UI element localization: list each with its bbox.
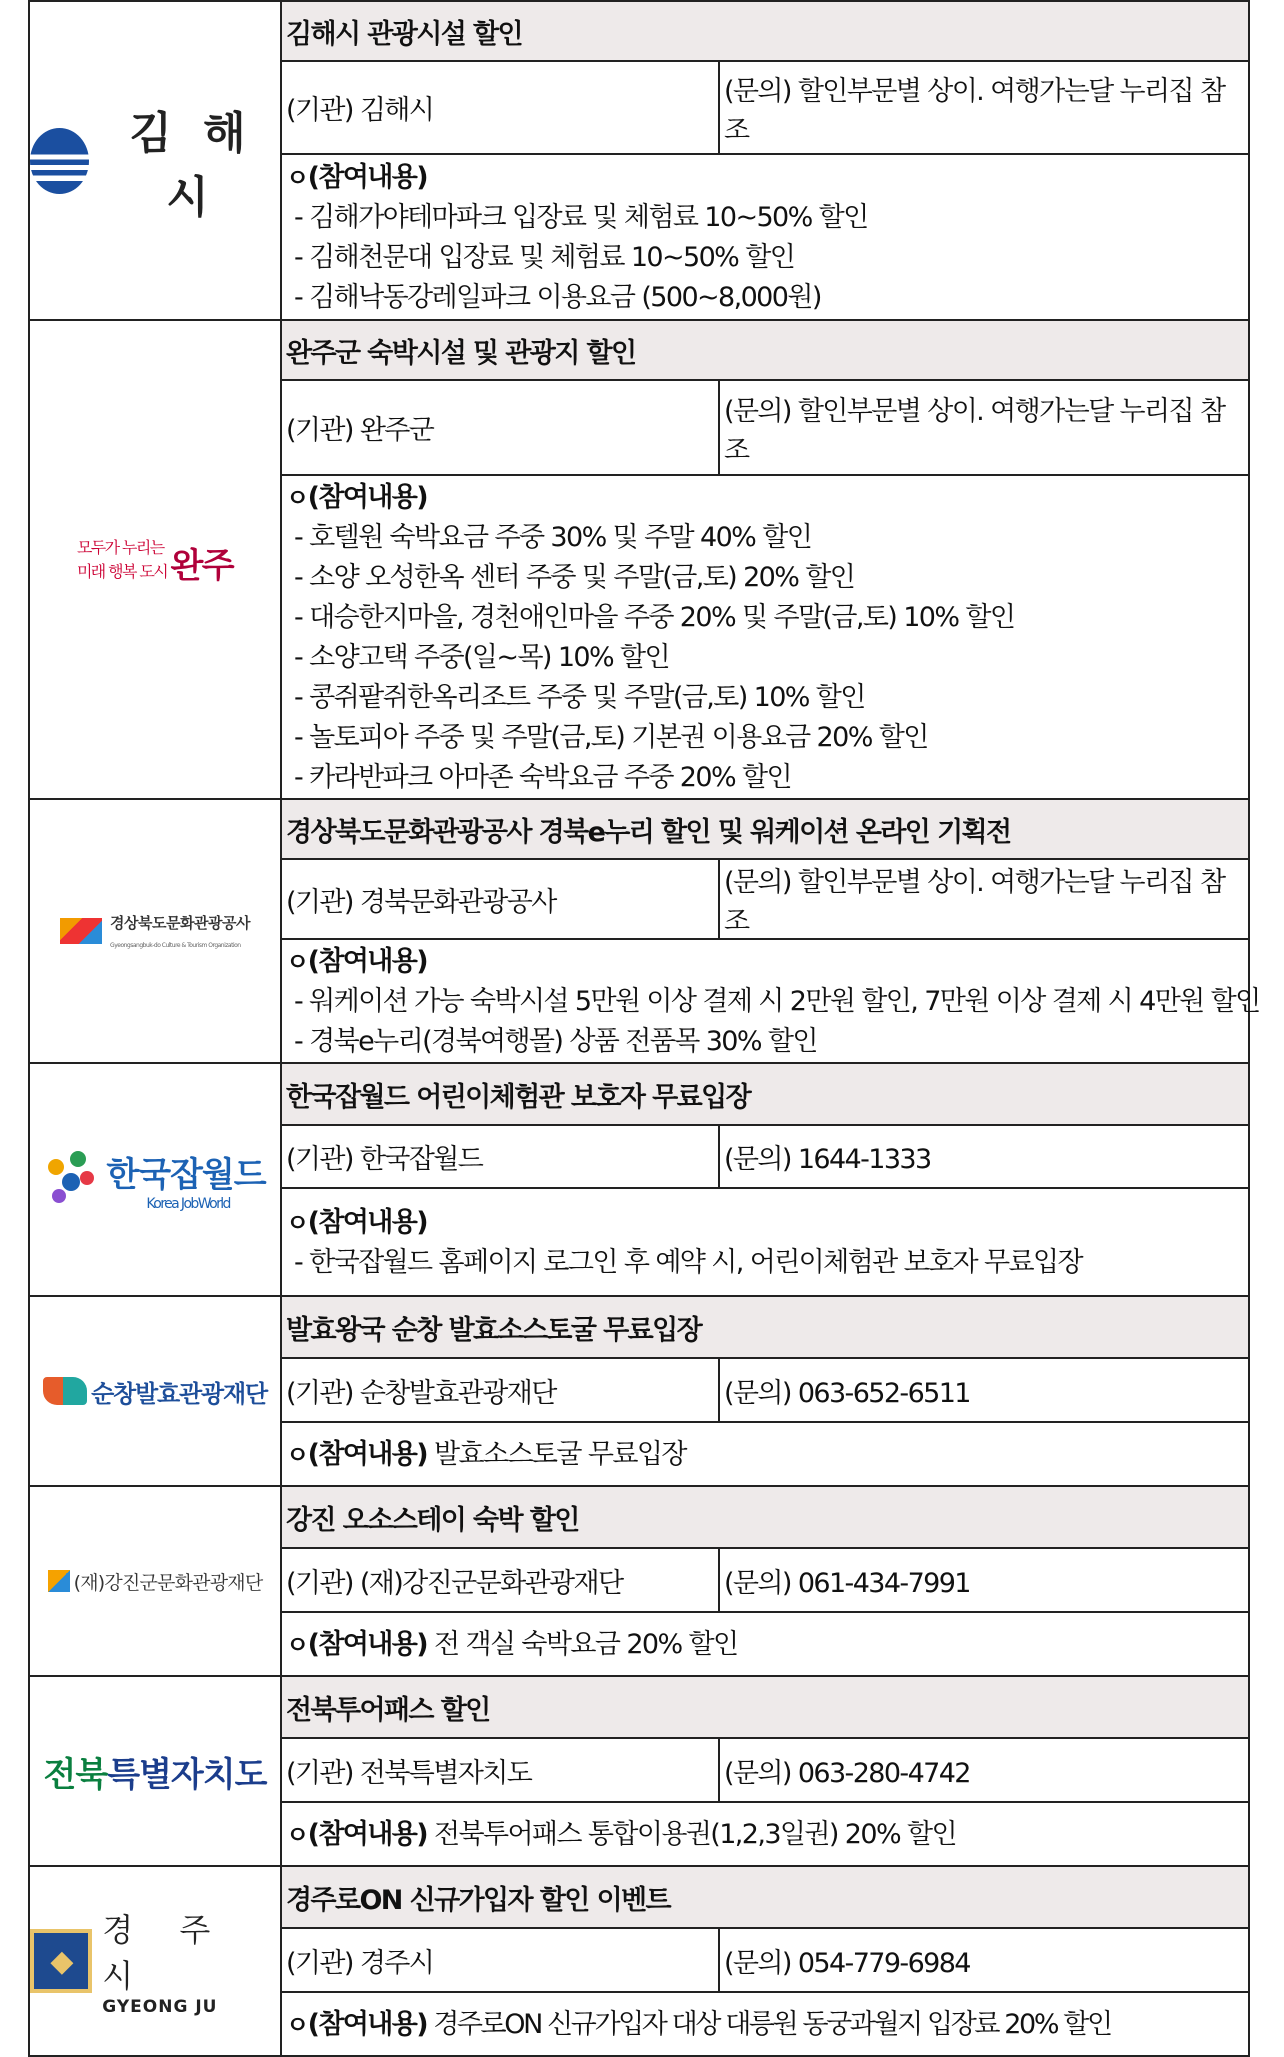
wanju-slogan-line1: 모두가 누리는 (76, 537, 164, 557)
content-cell: ㅇ(참여내용) - 김해가야테마파크 입장료 및 체험료 10~50% 할인 - 김해천문대 입장료 및 체험료 10~50% 할인 - 김해낙동강레일파크 이용요금 (500~8,000원) (281, 154, 1249, 320)
table-row (29, 1866, 1249, 1928)
inquiry-cell: (문의) 1644-1333 (719, 1125, 1249, 1188)
row-title: 김해시 관광시설 할인 (281, 1, 1249, 61)
org-cell: (기관) 순창발효관광재단 (281, 1358, 719, 1422)
content-label: (참여내용) (307, 1207, 428, 1238)
content-text: 전북투어패스 통합이용권(1,2,3일권) 20% 할인 (427, 1819, 956, 1850)
content-label: (참여내용) (307, 2009, 428, 2040)
gyeongju-emblem-icon: ◆ (30, 1929, 92, 1993)
jobworld-emblem-icon (44, 1149, 100, 1211)
gimhae-emblem-icon (30, 128, 89, 194)
content-cell: ㅇ(참여내용) 발효소스토굴 무료입장 (281, 1422, 1249, 1486)
table-row (29, 1486, 1249, 1548)
content-text: 발효소스토굴 무료입장 (427, 1439, 686, 1470)
list-item: - 김해낙동강레일파크 이용요금 (500~8,000원) (294, 282, 821, 313)
inquiry-cell: (문의) 할인부문별 상이. 여행가는달 누리집 참조 (719, 61, 1249, 154)
sunchang-emblem-icon (43, 1377, 87, 1405)
table-row (29, 1063, 1249, 1125)
content-label: (참여내용) (307, 482, 428, 513)
list-item: - 소양 오성한옥 센터 주중 및 주말(금,토) 20% 할인 (294, 562, 855, 593)
gcto-emblem-icon (60, 918, 102, 944)
content-cell: ㅇ(참여내용) - 워케이션 가능 숙박시설 5만원 이상 결제 시 2만원 할인, 7만원 이상 결제 시 4만원 할인 - 경북e누리(경북여행몰) 상품 전품목 30% 할인 (281, 939, 1249, 1063)
content-label: (참여내용) (307, 1819, 428, 1850)
content-cell: ㅇ(참여내용) 전북투어패스 통합이용권(1,2,3일권) 20% 할인 (281, 1802, 1249, 1866)
org-cell: (기관) (재)강진군문화관광재단 (281, 1548, 719, 1612)
gangjin-logo: (재)강진군문화관광재단 (29, 1486, 281, 1676)
gangjin-emblem-icon (48, 1570, 70, 1592)
jobworld-logo: 한국잡월드 Korea JobWorld (29, 1063, 281, 1296)
row-title: 완주군 숙박시설 및 관광지 할인 (281, 320, 1249, 380)
discount-table (28, 0, 1260, 2057)
list-item: - 대승한지마을, 경천애인마을 주중 20% 및 주말(금,토) 10% 할인 (294, 602, 1015, 633)
content-label: (참여내용) (307, 1629, 428, 1660)
content-label: (참여내용) (307, 162, 428, 193)
content-label: (참여내용) (307, 1439, 428, 1470)
row-title: 발효왕국 순창 발효소스토굴 무료입장 (281, 1296, 1249, 1358)
inquiry-cell: (문의) 063-652-6511 (719, 1358, 1249, 1422)
content-cell: ㅇ(참여내용) - 한국잡월드 홈페이지 로그인 후 예약 시, 어린이체험관 보호자 무료입장 (281, 1188, 1249, 1296)
table-row (29, 1676, 1249, 1738)
row-title: 전북투어패스 할인 (281, 1676, 1249, 1738)
content-cell: ㅇ(참여내용) 전 객실 숙박요금 20% 할인 (281, 1612, 1249, 1676)
table-row (29, 799, 1249, 859)
row-title: 강진 오소스테이 숙박 할인 (281, 1486, 1249, 1548)
inquiry-cell: (문의) 할인부문별 상이. 여행가는달 누리집 참조 (719, 859, 1249, 939)
list-item: - 한국잡월드 홈페이지 로그인 후 예약 시, 어린이체험관 보호자 무료입장 (294, 1247, 1082, 1278)
content-label: (참여내용) (307, 946, 428, 977)
discount-table-sheet (28, 0, 1260, 2057)
org-cell: (기관) 완주군 (281, 380, 719, 475)
inquiry-cell: (문의) 063-280-4742 (719, 1738, 1249, 1802)
list-item: - 놀토피아 주중 및 주말(금,토) 기본권 이용요금 20% 할인 (294, 722, 928, 753)
org-cell: (기관) 경북문화관광공사 (281, 859, 719, 939)
inquiry-cell: (문의) 할인부문별 상이. 여행가는달 누리집 참조 (719, 380, 1249, 475)
sunchang-logo: 순창발효관광재단 (29, 1296, 281, 1486)
content-text: 경주로ON 신규가입자 대상 대릉원 동궁과월지 입장료 20% 할인 (427, 2009, 1111, 2040)
list-item: - 카라반파크 아마존 숙박요금 주중 20% 할인 (294, 762, 791, 793)
content-cell: ㅇ(참여내용) 경주로ON 신규가입자 대상 대릉원 동궁과월지 입장료 20% 할인 (281, 1992, 1249, 2056)
org-cell: (기관) 전북특별자치도 (281, 1738, 719, 1802)
row-title: 한국잡월드 어린이체험관 보호자 무료입장 (281, 1063, 1249, 1125)
wanju-slogan-line2: 미래 행복 도시 (76, 561, 168, 581)
list-item: - 워케이션 가능 숙박시설 5만원 이상 결제 시 2만원 할인, 7만원 이상 결제 시 4만원 할인 (294, 986, 1260, 1017)
list-item: - 김해천문대 입장료 및 체험료 10~50% 할인 (294, 242, 795, 273)
row-title: 경주로ON 신규가입자 할인 이벤트 (281, 1866, 1249, 1928)
jeonbuk-logo: 전북특별자치도 (29, 1676, 281, 1866)
table-row (29, 1, 1249, 61)
gyeongju-logo: ◆ 경 주 시 GYEONG JU (29, 1866, 281, 2056)
table-row (29, 320, 1249, 380)
list-item: - 호텔원 숙박요금 주중 30% 및 주말 40% 할인 (294, 522, 812, 553)
inquiry-cell: (문의) 061-434-7991 (719, 1548, 1249, 1612)
content-text: 전 객실 숙박요금 20% 할인 (427, 1629, 738, 1660)
list-item: - 콩쥐팥쥐한옥리조트 주중 및 주말(금,토) 10% 할인 (294, 682, 865, 713)
wanju-name: 완주 (170, 545, 234, 586)
org-cell: (기관) 한국잡월드 (281, 1125, 719, 1188)
list-item: - 김해가야테마파크 입장료 및 체험료 10~50% 할인 (294, 202, 868, 233)
content-cell: ㅇ(참여내용) - 호텔원 숙박요금 주중 30% 및 주말 40% 할인 - 소양 오성한옥 센터 주중 및 주말(금,토) 20% 할인 - 대승한지마을, 경천애인마을 주중 20% 및 주말(금,토) 10% 할인 - 소양고택 주중(일~목) 10% 할인 - 콩쥐팥쥐한옥리조트 주중 및 주말(금,토) 10% 할인 - 놀토피아 주중 및 주말(금,토) 기본권 이용요금 20% 할인 - 카라반파크 아마존 숙박요금 주중 20% 할인 (281, 475, 1249, 799)
row-title: 경상북도문화관광공사 경북e누리 할인 및 워케이션 온라인 기획전 (281, 799, 1249, 859)
wanju-logo (29, 320, 281, 799)
org-cell: (기관) 경주시 (281, 1928, 719, 1992)
org-cell: (기관) 김해시 (281, 61, 719, 154)
gimhae-logo: 김 해 시 (29, 1, 281, 320)
list-item: - 소양고택 주중(일~목) 10% 할인 (294, 642, 669, 673)
gcto-logo: 경상북도문화관광공사 Gyeongsangbuk-do Culture & Tourism Organization (29, 799, 281, 1063)
inquiry-cell: (문의) 054-779-6984 (719, 1928, 1249, 1992)
table-row (29, 1296, 1249, 1358)
list-item: - 경북e누리(경북여행몰) 상품 전품목 30% 할인 (294, 1026, 817, 1057)
